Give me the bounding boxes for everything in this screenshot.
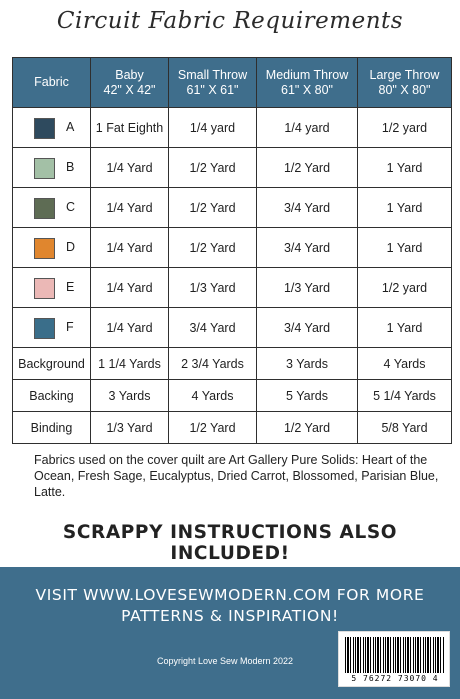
medium-throw-cell: 1/4 yard (257, 108, 358, 148)
fabric-swatch (34, 118, 55, 139)
large-throw-cell: 1 Yard (358, 308, 452, 348)
baby-cell: 1 Fat Eighth (91, 108, 169, 148)
table-row (13, 228, 452, 268)
large-throw-cell: 5 1/4 Yards (358, 380, 452, 412)
barcode-bars (345, 637, 445, 673)
small-throw-cell: 1/2 Yard (169, 412, 257, 444)
large-throw-cell: 1/2 yard (358, 108, 452, 148)
medium-throw-cell: 3 Yards (257, 348, 358, 380)
medium-throw-cell: 1/2 Yard (257, 148, 358, 188)
baby-cell: 3 Yards (91, 380, 169, 412)
fabric-swatch (34, 238, 55, 259)
table-row (13, 148, 452, 188)
medium-throw-cell: 3/4 Yard (257, 188, 358, 228)
fabric-cell: B (13, 148, 91, 188)
barcode (338, 631, 450, 687)
small-throw-cell: 1/2 Yard (169, 228, 257, 268)
medium-throw-cell: 5 Yards (257, 380, 358, 412)
baby-cell: 1/4 Yard (91, 188, 169, 228)
fabric-cell: C (13, 188, 91, 228)
fabric-swatch (34, 278, 55, 299)
website-promo-line-1: VISIT WWW.LOVESEWMODERN.COM FOR MORE (35, 586, 425, 604)
medium-throw-cell: 3/4 Yard (257, 228, 358, 268)
small-throw-cell: 3/4 Yard (169, 308, 257, 348)
large-throw-cell: 1 Yard (358, 228, 452, 268)
table-row (13, 188, 452, 228)
small-throw-cell: 1/2 Yard (169, 188, 257, 228)
header-medium-throw: Medium Throw 61" X 80" (257, 58, 358, 108)
website-promo-line-2: PATTERNS & INSPIRATION! (121, 607, 339, 625)
baby-cell: 1/3 Yard (91, 412, 169, 444)
row-label-cell: Backing (13, 380, 91, 412)
baby-cell: 1/4 Yard (91, 228, 169, 268)
small-throw-cell: 2 3/4 Yards (169, 348, 257, 380)
small-throw-cell: 4 Yards (169, 380, 257, 412)
header-small-throw: Small Throw 61" X 61" (169, 58, 257, 108)
fabric-cell: E (13, 268, 91, 308)
page-title: Circuit Fabric Requirements (56, 8, 404, 34)
scrappy-banner: SCRAPPY INSTRUCTIONS ALSO INCLUDED! (62, 522, 398, 564)
table-row (13, 412, 452, 444)
row-label-cell: Background (13, 348, 91, 380)
header-large-throw: Large Throw 80" X 80" (358, 58, 452, 108)
baby-cell: 1/4 Yard (91, 268, 169, 308)
large-throw-cell: 4 Yards (358, 348, 452, 380)
copyright-text: Copyright Love Sew Modern 2022 (156, 656, 294, 666)
fabric-swatch (34, 198, 55, 219)
fabric-cell: F (13, 308, 91, 348)
fabric-note: Fabrics used on the cover quilt are Art Gallery Pure Solids: Heart of the Ocean, Fresh Sage, Eucalyptus, Dried Carrot, Blossomed, Parisian Blue, Latte. (34, 453, 439, 499)
baby-cell: 1/4 Yard (91, 148, 169, 188)
small-throw-cell: 1/4 yard (169, 108, 257, 148)
footer-band (0, 567, 460, 699)
large-throw-cell: 1/2 yard (358, 268, 452, 308)
large-throw-cell: 5/8 Yard (358, 412, 452, 444)
baby-cell: 1 1/4 Yards (91, 348, 169, 380)
website-promo (0, 585, 460, 627)
large-throw-cell: 1 Yard (358, 148, 452, 188)
table-row (13, 348, 452, 380)
fabric-cell: A (13, 108, 91, 148)
table-row (13, 108, 452, 148)
small-throw-cell: 1/3 Yard (169, 268, 257, 308)
header-baby: Baby 42" X 42" (91, 58, 169, 108)
table-row (13, 380, 452, 412)
medium-throw-cell: 1/3 Yard (257, 268, 358, 308)
table-row (13, 268, 452, 308)
barcode-number: 5 76272 73070 4 (351, 674, 439, 683)
fabric-requirements-table (12, 57, 452, 444)
fabric-cell: D (13, 228, 91, 268)
large-throw-cell: 1 Yard (358, 188, 452, 228)
medium-throw-cell: 1/2 Yard (257, 412, 358, 444)
table-row (13, 308, 452, 348)
fabric-swatch (34, 158, 55, 179)
small-throw-cell: 1/2 Yard (169, 148, 257, 188)
medium-throw-cell: 3/4 Yard (257, 308, 358, 348)
row-label-cell: Binding (13, 412, 91, 444)
table-header-row (13, 58, 452, 108)
header-fabric: Fabric (13, 58, 91, 108)
fabric-swatch (34, 318, 55, 339)
baby-cell: 1/4 Yard (91, 308, 169, 348)
